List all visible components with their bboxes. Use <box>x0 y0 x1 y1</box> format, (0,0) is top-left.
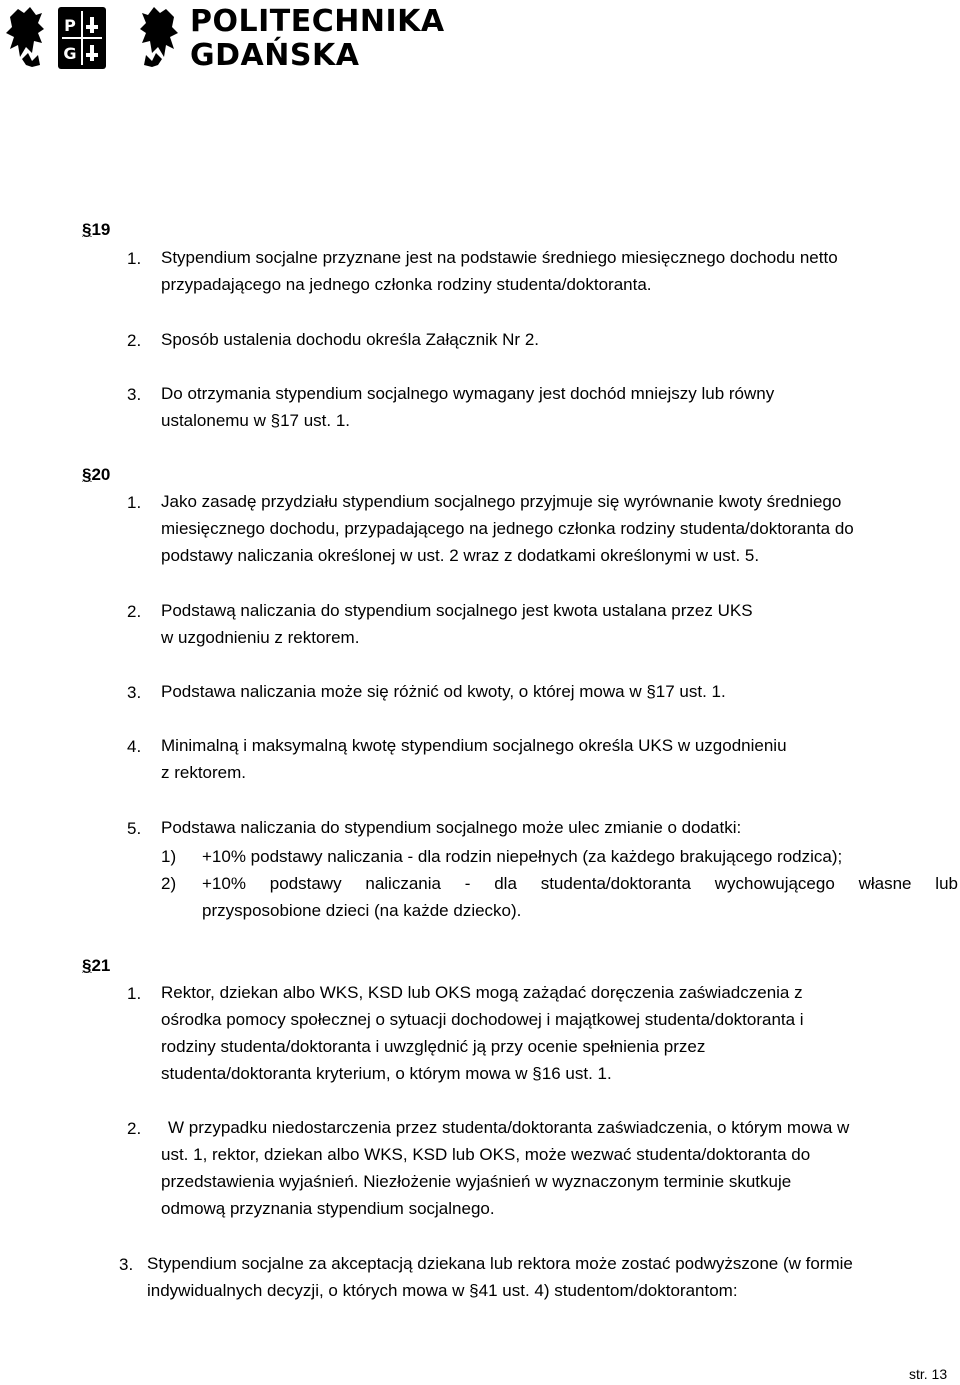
list-item: Stypendium socjalne przyznane jest na podstawie średniego miesięcznego dochodu netto przypadającego na jednego członka rodziny studenta/doktoranta. <box>161 248 838 294</box>
emblem-letter-g: G <box>63 44 77 63</box>
list-item: Minimalną i maksymalną kwotę stypendium socjalnego określa UKS w uzgodnieniu z rektorem. <box>161 736 787 782</box>
griffin-emblem-icon <box>2 3 182 75</box>
emblem-letter-p: P <box>64 16 76 35</box>
list-item: Stypendium socjalne za akceptacją dziekana lub rektora może zostać podwyższone (w formie indywidualnych decyzji, o których mowa w §41 ust. 4) studentom/doktorantom: <box>147 1254 853 1300</box>
sub-list-item-continuation: przysposobione dzieci (na każde dziecko). <box>202 901 522 920</box>
list-item: Jako zasadę przydziału stypendium socjalnego przyjmuje się wyrównanie kwoty średniego miesięcznego dochodu, przypadającego na jednego członka rodziny studenta/doktoranta do podstawy naliczania określonej w ust. 2 wraz z dodatkami określonymi w ust. 5. <box>161 492 854 565</box>
item-number: 2. <box>127 602 142 621</box>
item-number: 3. <box>127 385 142 404</box>
sub-list-item: +10% podstawy naliczania - dla rodzin niepełnych (za każdego brakującego rodzica); <box>202 847 843 866</box>
section-heading-19: §19 <box>82 220 111 239</box>
list-item: Podstawa naliczania może się różnić od kwoty, o której mowa w §17 ust. 1. <box>161 682 726 701</box>
list-item: Do otrzymania stypendium socjalnego wymagany jest dochód mniejszy lub równy ustalonemu w §17 ust. 1. <box>161 384 775 430</box>
logo-line-1: POLITECHNIKA <box>190 4 445 39</box>
list-item: Rektor, dziekan albo WKS, KSD lub OKS mogą zażądać doręczenia zaświadczenia z ośrodka pomocy społecznej o sytuacji dochodowej i majątkowej studenta/doktoranta i rodziny studenta/doktoranta i uwzględnić ją przy ocenie spełnienia przez studenta/doktoranta kryterium, o którym mowa w §16 ust. 1. <box>161 983 804 1083</box>
item-number: 3. <box>127 683 142 702</box>
section-heading-21: §21 <box>82 956 111 975</box>
list-item: Sposób ustalenia dochodu określa Załącznik Nr 2. <box>161 330 539 349</box>
item-number: 1. <box>127 249 142 268</box>
item-number: 2. <box>127 331 142 350</box>
list-item: Podstawą naliczania do stypendium socjalnego jest kwota ustalana przez UKS w uzgodnieniu z rektorem. <box>161 601 753 647</box>
item-number: 3. <box>119 1255 134 1274</box>
item-number: 4. <box>127 737 142 756</box>
item-number: 1. <box>127 984 142 1003</box>
item-number: 1. <box>127 493 142 512</box>
logo-wordmark <box>190 5 445 73</box>
section-heading-20: §20 <box>82 465 111 484</box>
university-logo <box>2 3 445 75</box>
list-item: W przypadku niedostarczenia przez studenta/doktoranta zaświadczenia, o którym mowa w ust. 1, rektor, dziekan albo WKS, KSD lub OKS, może wezwać studenta/doktoranta do przedstawienia wyjaśnień. Niezłożenie wyjaśnień w wyznaczonym terminie skutkuje odmową przyznania stypendium socjalnego. <box>161 1118 850 1218</box>
page-number: str. 13 <box>909 1366 948 1382</box>
item-number: 2. <box>127 1119 142 1138</box>
subitem-number: 1) <box>161 847 177 866</box>
logo-line-2: GDAŃSKA <box>190 38 360 73</box>
subitem-number: 2) <box>161 874 177 893</box>
sub-list-item: +10% podstawy naliczania - dla studenta/doktoranta wychowującego własne lub <box>202 874 958 893</box>
list-item: Podstawa naliczania do stypendium socjalnego może ulec zmianie o dodatki: <box>161 818 742 837</box>
item-number: 5. <box>127 819 142 838</box>
